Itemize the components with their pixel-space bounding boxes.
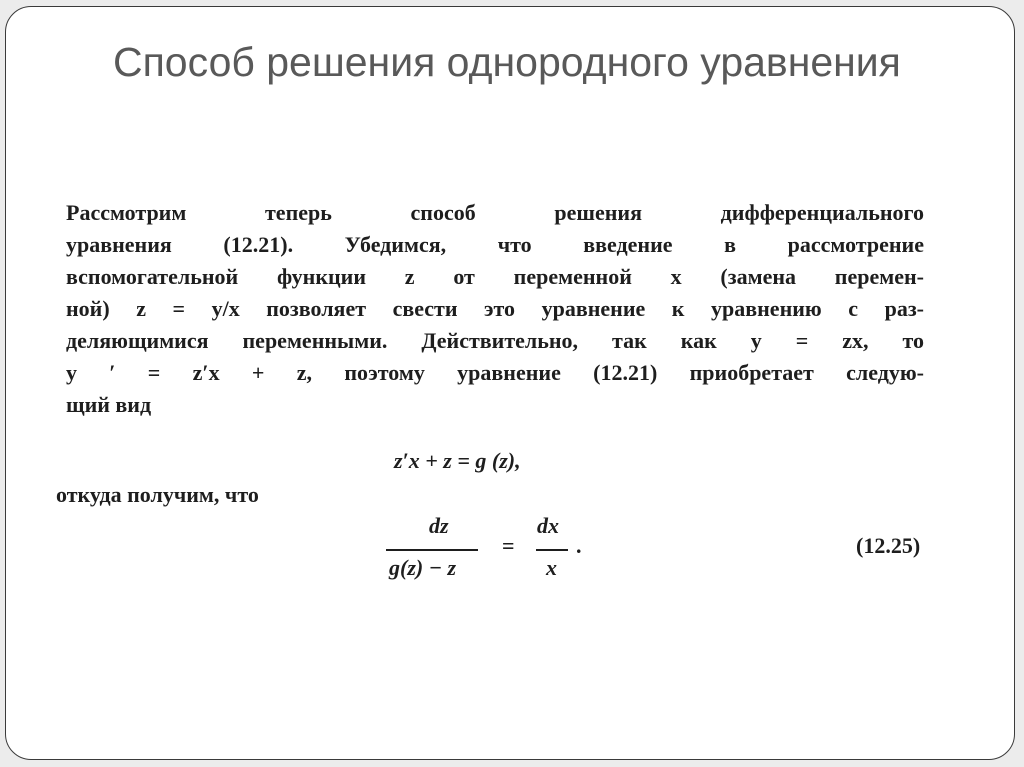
fraction-left-denominator: g(z) − z bbox=[389, 555, 457, 580]
paragraph-line: вспомогательной функции z от переменной x (замена перемен- bbox=[66, 264, 924, 289]
paragraph-line: Рассмотрим теперь способ решения дифференциального bbox=[66, 200, 924, 225]
fraction-bar bbox=[536, 549, 568, 551]
slide-title: Способ решения однородного уравнения bbox=[113, 39, 901, 85]
fraction-bar bbox=[386, 549, 478, 551]
connector-text: откуда получим, что bbox=[56, 482, 259, 507]
equation-separated bbox=[386, 513, 596, 593]
paragraph-line: деляющимися переменными. Действительно, так как y = zx, то bbox=[66, 328, 924, 353]
fraction-right-denominator: x bbox=[546, 555, 557, 580]
equation-substitution: z′x + z = g (z), bbox=[394, 448, 521, 473]
paragraph-line: щий вид bbox=[66, 392, 152, 417]
scanned-text-block bbox=[56, 197, 934, 597]
fraction-left-numerator: dz bbox=[429, 513, 449, 538]
body-paragraph bbox=[66, 197, 924, 421]
fraction-right-numerator: dx bbox=[537, 513, 559, 538]
equation-period: . bbox=[576, 533, 582, 558]
paragraph-line: ной) z = y/x позволяет свести это уравнение к уравнению с раз- bbox=[66, 296, 924, 321]
paragraph-line: y ′ = z′x + z, поэтому уравнение (12.21) приобретает следую- bbox=[66, 360, 924, 385]
slide bbox=[5, 6, 1015, 760]
equation-number: (12.25) bbox=[856, 533, 921, 558]
paragraph-line: уравнения (12.21). Убедимся, что введение в рассмотрение bbox=[66, 232, 924, 257]
equals-sign: = bbox=[502, 533, 515, 558]
